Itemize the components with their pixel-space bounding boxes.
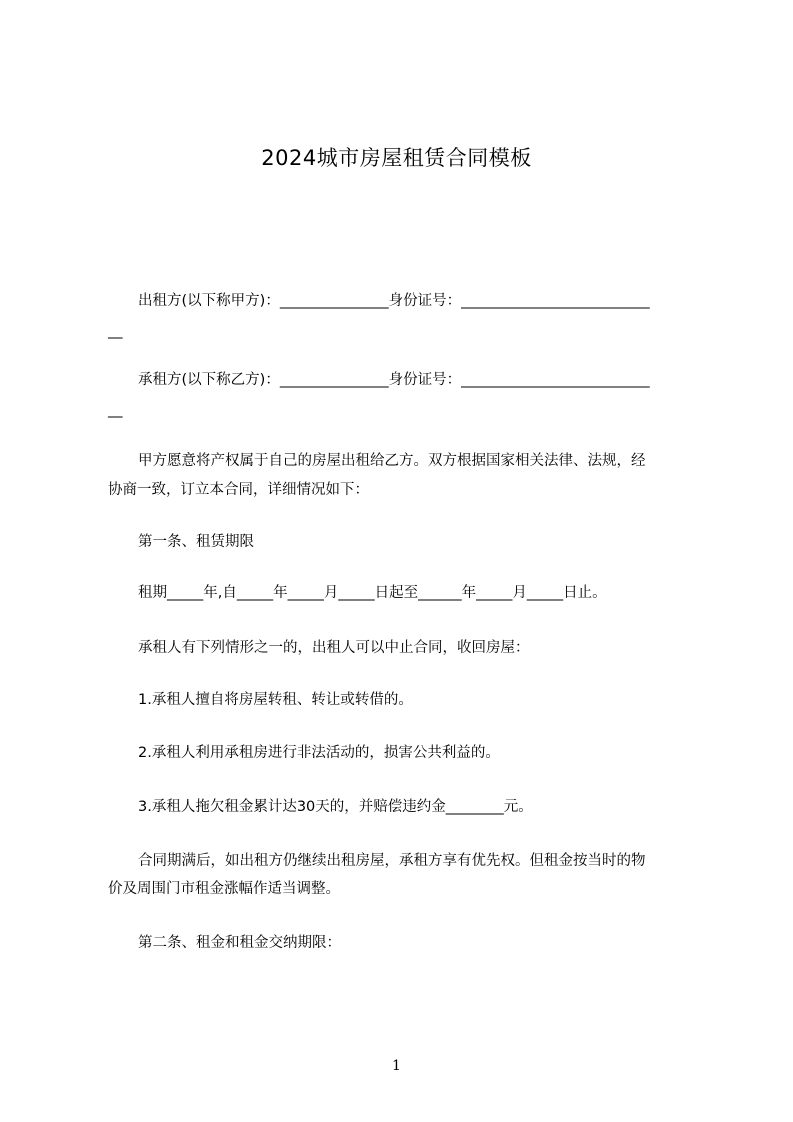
intro-paragraph-line2: 协商一致，订立本合同，详细情况如下：: [108, 482, 369, 498]
termination-intro: 承租人有下列情形之一的，出租人可以中止合同，收回房屋：: [138, 640, 530, 656]
list-item-1: 1.承租人擅自将房屋转租、转让或转借的。: [138, 692, 413, 708]
landlord-line-wrap: __: [108, 323, 123, 339]
intro-paragraph-line1: 甲方愿意将产权属于自己的房屋出租给乙方。双方根据国家相关法律、法规，经: [138, 453, 646, 469]
landlord-line: 出租方(以下称甲方)：_______________身份证号：__________________________: [138, 293, 650, 309]
list-item-3: 3.承租人拖欠租金累计达30天的，并赔偿违约金________元。: [138, 799, 533, 815]
renewal-paragraph-line2: 价及周围门市租金涨幅作适当调整。: [108, 881, 340, 897]
renewal-paragraph-line1: 合同期满后，如出租方仍继续出租房屋，承租方享有优先权。但租金按当时的物: [138, 853, 646, 869]
article2-heading: 第二条、租金和租金交纳期限：: [138, 935, 341, 951]
article1-heading: 第一条、租赁期限: [138, 534, 254, 550]
tenant-line: 承租方(以下称乙方)：_______________身份证号：__________________________: [138, 372, 650, 388]
list-item-2: 2.承租人利用承租房进行非法活动的，损害公共利益的。: [138, 745, 500, 761]
tenant-line-wrap: __: [108, 402, 123, 418]
document-title: 2024城市房屋租赁合同模板: [261, 146, 532, 170]
term-line: 租期_____年,自_____年_____月_____日起至______年_____月_____日止。: [138, 585, 607, 601]
page-number: 1: [392, 1058, 401, 1074]
